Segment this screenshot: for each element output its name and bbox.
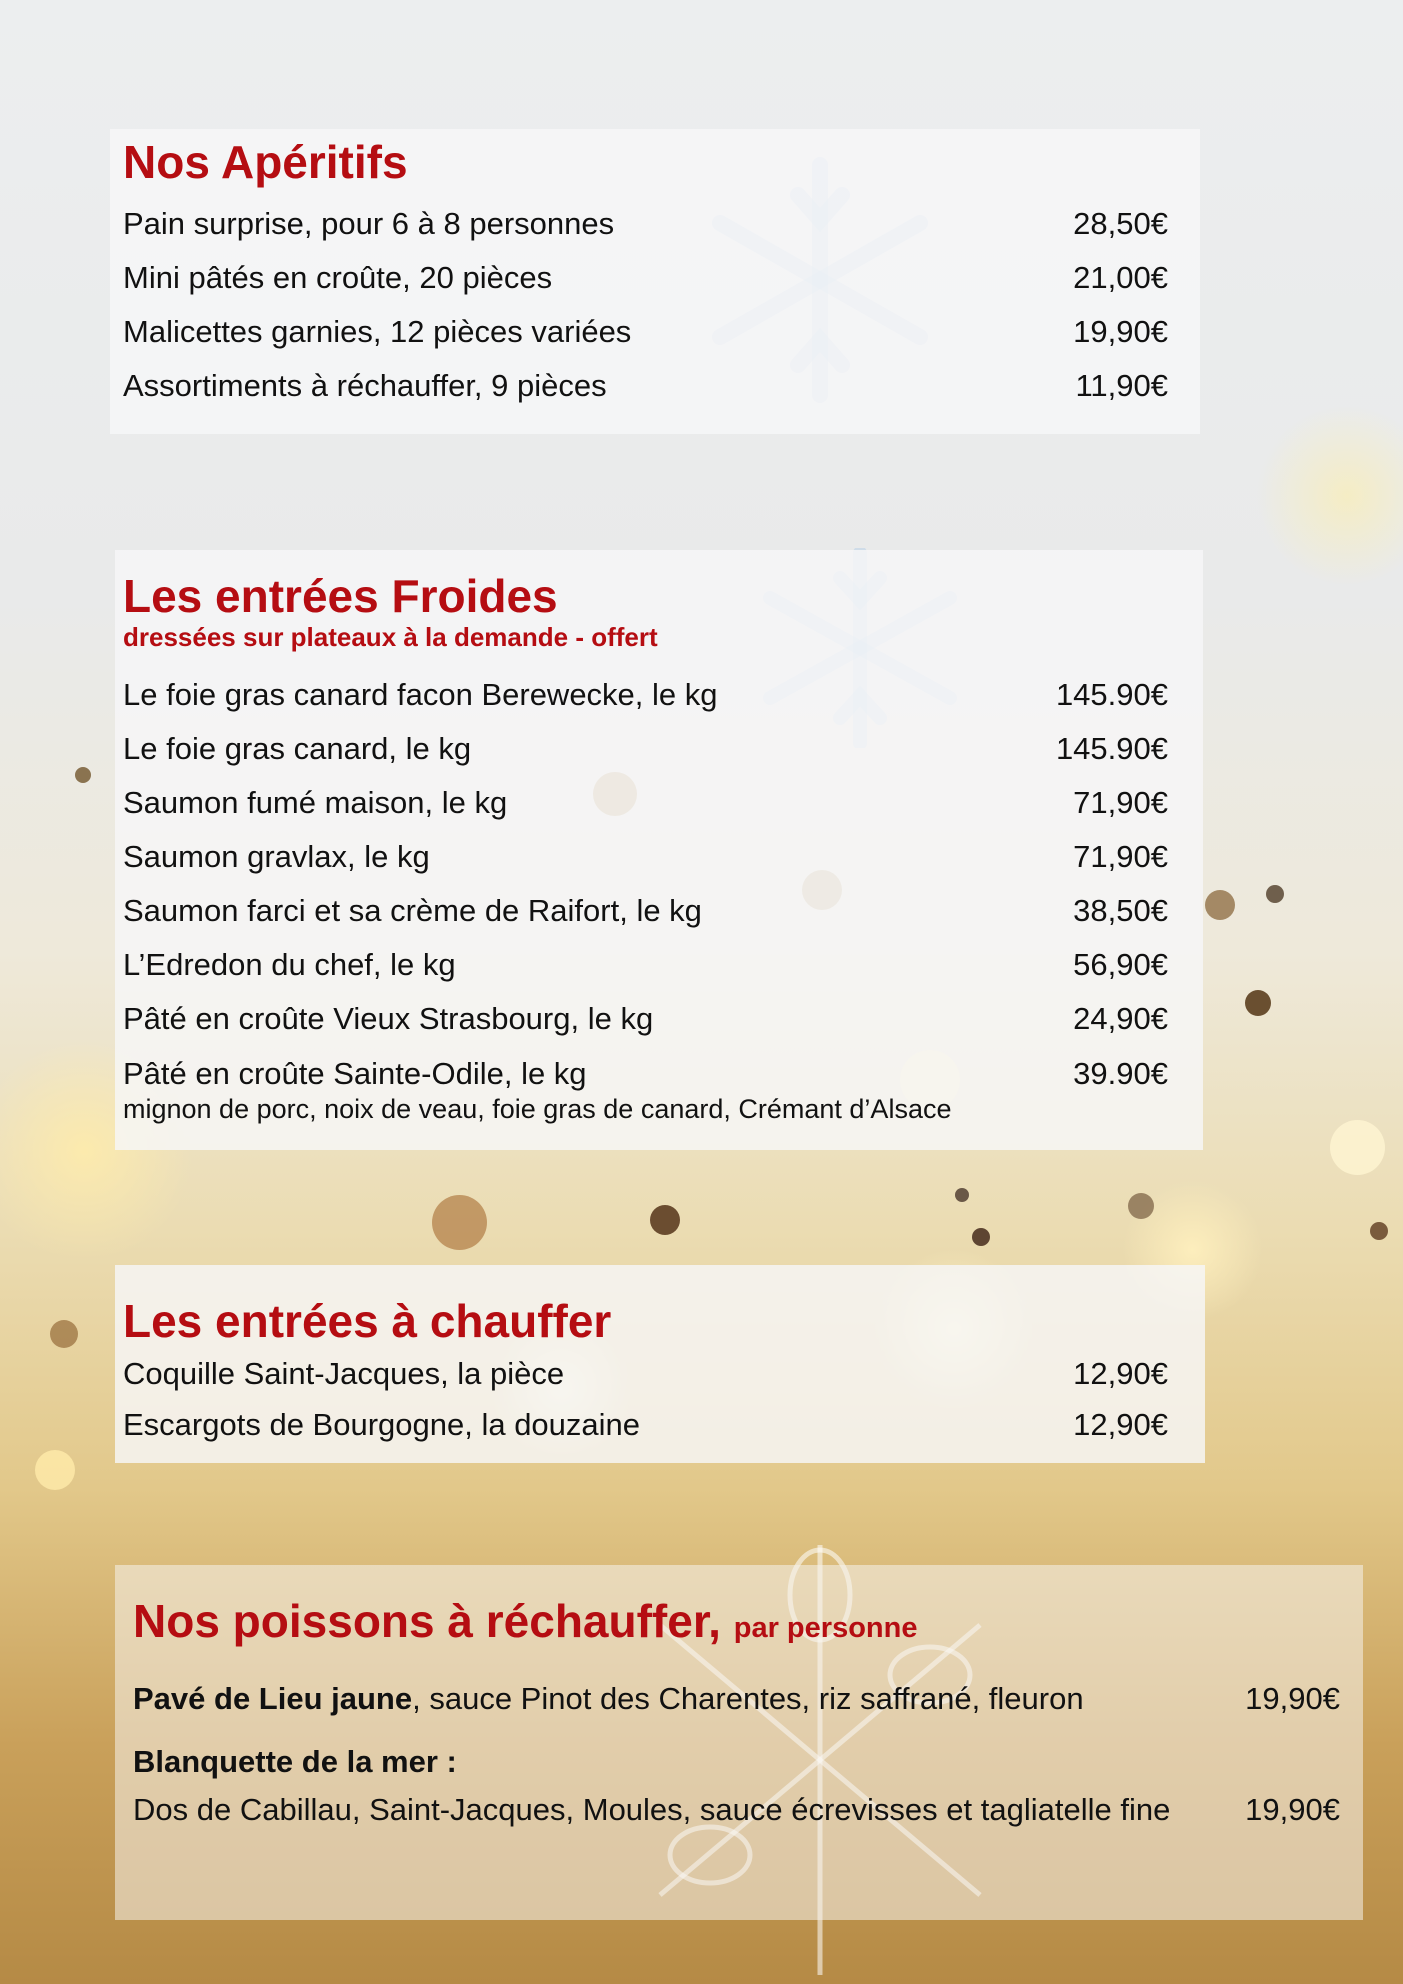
section-subtitle: dressées sur plateaux à la demande - offert <box>123 622 658 652</box>
section-title: Les entrées Froides <box>123 570 558 622</box>
bokeh-dot <box>1245 990 1271 1016</box>
item-price: 19,90€ <box>1073 314 1168 349</box>
dish-name: Pavé de Lieu jaune <box>133 1681 413 1716</box>
menu-item: Malicettes garnies, 12 pièces variées <box>123 314 632 349</box>
dish-description: , sauce Pinot des Charentes, riz saffrané, fleuron <box>412 1681 1084 1716</box>
menu-item: Saumon farci et sa crème de Raifort, le kg <box>123 893 702 928</box>
bokeh-dot <box>1330 1120 1385 1175</box>
menu-item: Coquille Saint-Jacques, la pièce <box>123 1356 565 1391</box>
item-price: 28,50€ <box>1073 206 1168 241</box>
bokeh-dot <box>650 1205 680 1235</box>
section-title <box>133 1595 917 1654</box>
menu-item: Le foie gras canard, le kg <box>123 731 472 766</box>
item-price: 71,90€ <box>1073 785 1168 820</box>
item-price: 24,90€ <box>1073 1001 1168 1036</box>
menu-item <box>133 1677 1084 1721</box>
menu-item: Pâté en croûte Vieux Strasbourg, le kg <box>123 1001 654 1036</box>
bokeh-dot <box>1205 890 1235 920</box>
menu-item: Le foie gras canard facon Berewecke, le kg <box>123 677 718 712</box>
item-price: 56,90€ <box>1073 947 1168 982</box>
item-price: 19,90€ <box>1245 1681 1340 1716</box>
dish-name <box>133 1740 457 1784</box>
item-price: 71,90€ <box>1073 839 1168 874</box>
item-description: mignon de porc, noix de veau, foie gras de canard, Crémant d’Alsace <box>123 1094 952 1124</box>
bokeh-dot <box>1128 1193 1154 1219</box>
item-price: 38,50€ <box>1073 893 1168 928</box>
menu-item: Saumon fumé maison, le kg <box>123 785 508 820</box>
section-title-main: Nos poissons à réchauffer, <box>133 1595 721 1647</box>
item-price: 21,00€ <box>1073 260 1168 295</box>
menu-item: Pain surprise, pour 6 à 8 personnes <box>123 206 615 241</box>
menu-item: Pâté en croûte Sainte-Odile, le kg <box>123 1056 587 1091</box>
bokeh-dot <box>1370 1222 1388 1240</box>
item-price: 145.90€ <box>1055 731 1168 766</box>
bokeh-dot <box>955 1188 969 1202</box>
menu-item: Dos de Cabillau, Saint-Jacques, Moules, sauce écrevisses et tagliatelle fine <box>133 1792 1171 1827</box>
menu-item: Mini pâtés en croûte, 20 pièces <box>123 260 553 295</box>
menu-item: Escargots de Bourgogne, la douzaine <box>123 1407 641 1442</box>
bokeh-dot <box>1266 885 1284 903</box>
section-title: Les entrées à chauffer <box>123 1295 612 1347</box>
item-price: 19,90€ <box>1245 1792 1340 1827</box>
section-title: Nos Apéritifs <box>123 136 408 188</box>
bokeh-dot <box>432 1195 487 1250</box>
item-price: 145.90€ <box>1055 677 1168 712</box>
item-price: 12,90€ <box>1073 1356 1168 1391</box>
menu-item: Saumon gravlax, le kg <box>123 839 430 874</box>
bokeh-dot <box>75 767 91 783</box>
section-title-suffix: par personne <box>733 1612 918 1644</box>
item-price: 12,90€ <box>1073 1407 1168 1442</box>
menu-item: Assortiments à réchauffer, 9 pièces <box>123 368 607 403</box>
bokeh-dot <box>50 1320 78 1348</box>
bokeh-dot <box>35 1450 75 1490</box>
menu-item: L’Edredon du chef, le kg <box>123 947 456 982</box>
item-price: 39.90€ <box>1073 1056 1168 1091</box>
bokeh-dot <box>972 1228 990 1246</box>
item-price: 11,90€ <box>1075 368 1168 403</box>
dish-name-label: Blanquette de la mer : <box>133 1744 457 1779</box>
